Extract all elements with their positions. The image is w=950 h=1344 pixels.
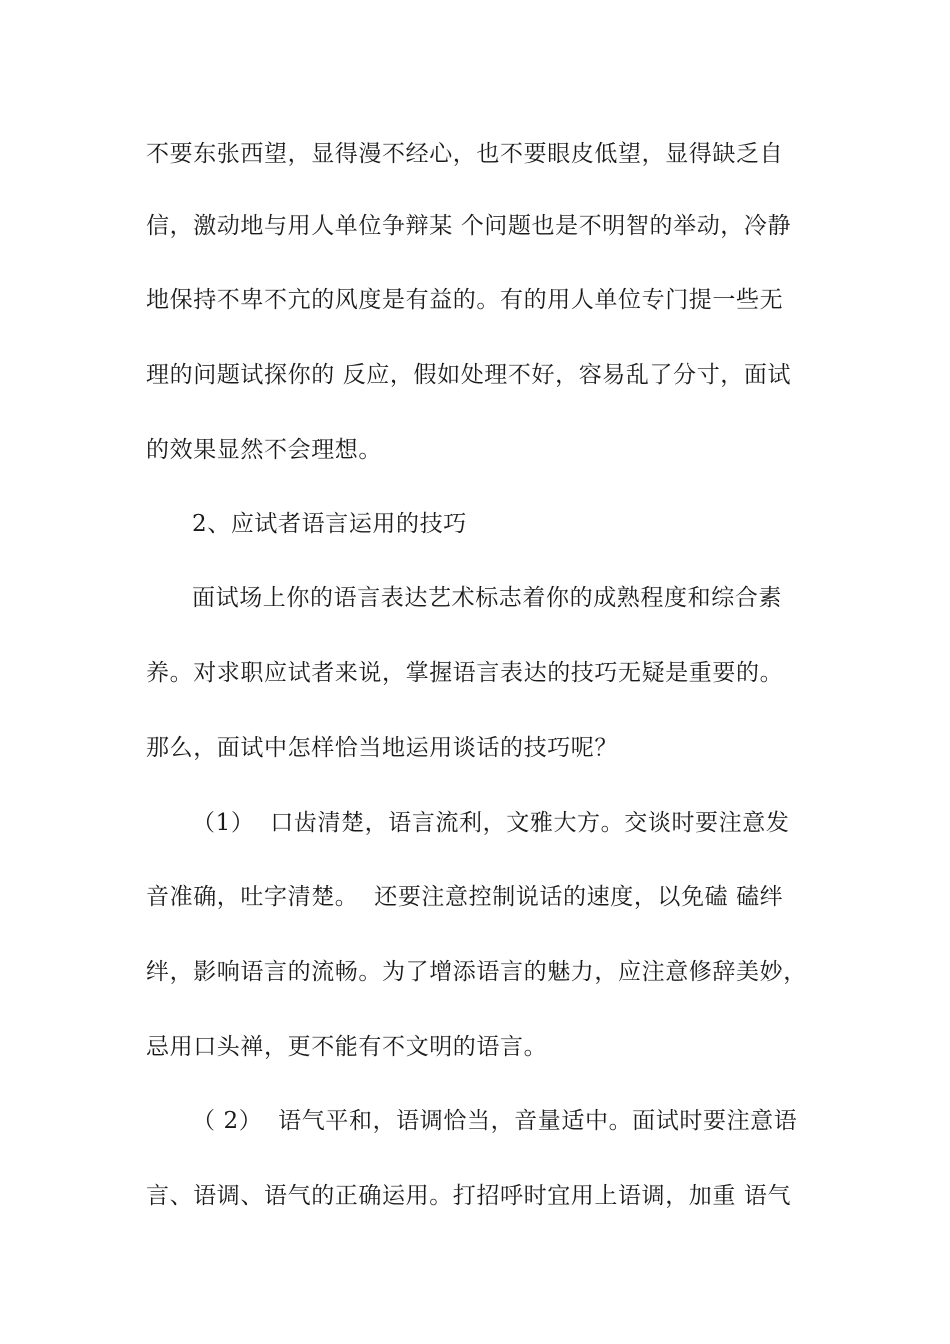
section-heading: 2、应试者语言运用的技巧 xyxy=(192,511,467,537)
text-line: 绊，影响语言的流畅。为了增添语言的魅力，应注意修辞美妙， xyxy=(146,959,807,985)
text-line: 信，激动地与用人单位争辩某 个问题也是不明智的举动，冷静 xyxy=(146,213,792,239)
list-item-first-line: （1） 口齿清楚，语言流利，文雅大方。交谈时要注意发 xyxy=(192,810,790,836)
text-line: 地保持不卑不亢的风度是有益的。有的用人单位专门提一些无 xyxy=(146,287,784,313)
text-line: 不要东张西望，显得漫不经心，也不要眼皮低望，显得缺乏自 xyxy=(146,141,784,167)
text-line: 言、语调、语气的正确运用。打招呼时宜用上语调，加重 语气 xyxy=(146,1183,792,1209)
text-line: 那么，面试中怎样恰当地运用谈话的技巧呢？ xyxy=(146,735,618,761)
text-line: 音准确，吐字清楚。 还要注意控制说话的速度，以免磕 磕绊 xyxy=(146,884,784,910)
text-line: 忌用口头禅，更不能有不文明的语言。 xyxy=(146,1034,548,1060)
list-item-first-line: （ 2） 语气平和，语调恰当，音量适中。面试时要注意语 xyxy=(192,1108,798,1134)
text-line: 养。对求职应试者来说，掌握语言表达的技巧无疑是重要的。 xyxy=(146,660,784,686)
paragraph-first-line: 面试场上你的语言表达艺术标志着你的成熟程度和综合素 xyxy=(192,585,782,611)
text-line: 理的问题试探你的 反应，假如处理不好，容易乱了分寸，面试 xyxy=(146,362,792,388)
text-line: 的效果显然不会理想。 xyxy=(146,437,382,463)
